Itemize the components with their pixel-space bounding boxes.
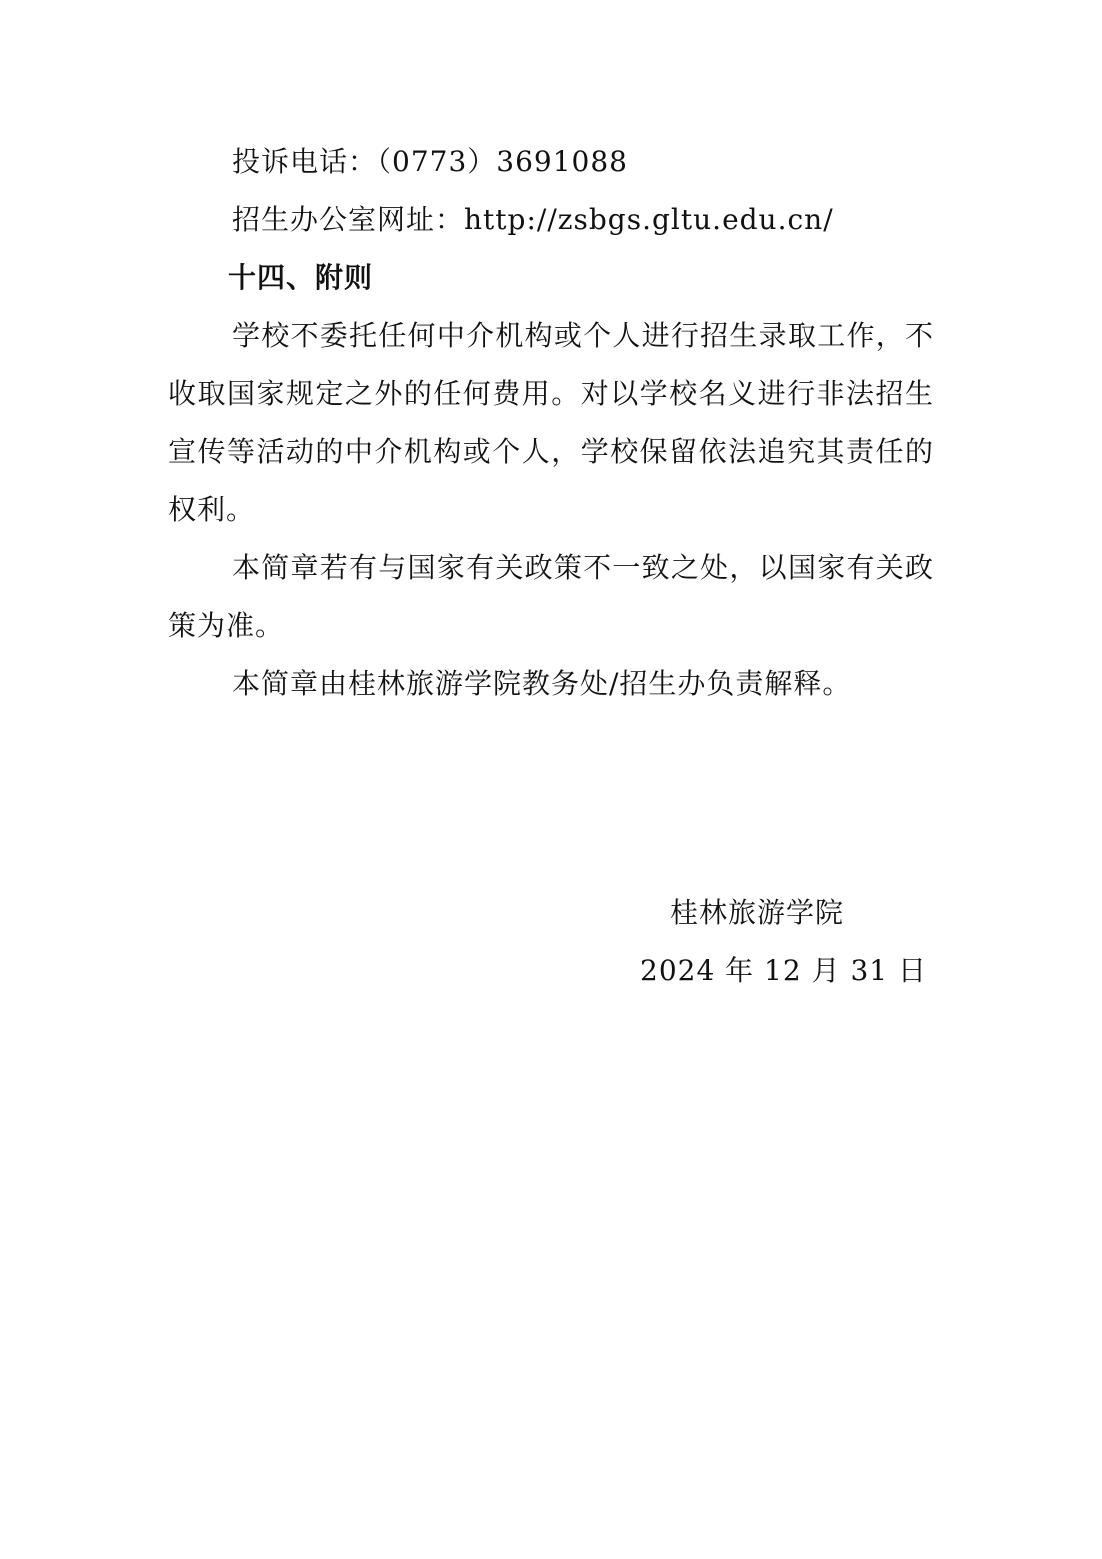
complaint-phone: 投诉电话：（0773）3691088 bbox=[232, 145, 628, 178]
section-heading: 十四、附则 bbox=[228, 261, 374, 294]
signature-institution: 桂林旅游学院 bbox=[670, 896, 845, 929]
admissions-website: 招生办公室网址：http://zsbgs.gltu.edu.cn/ bbox=[232, 203, 834, 236]
paragraph-2: 本简章若有与国家有关政策不一致之处，以国家有关政策为准。 bbox=[168, 551, 934, 642]
paragraph-3: 本简章由桂林旅游学院教务处/招生办负责解释。 bbox=[232, 667, 852, 700]
signature-date: 2024 年 12 月 31 日 bbox=[640, 954, 928, 987]
paragraph-1: 学校不委托任何中介机构或个人进行招生录取工作，不收取国家规定之外的任何费用。对以学校名义进行非法招生宣传等活动的中介机构或个人，学校保留依法追究其责任的权利。 bbox=[168, 319, 934, 526]
